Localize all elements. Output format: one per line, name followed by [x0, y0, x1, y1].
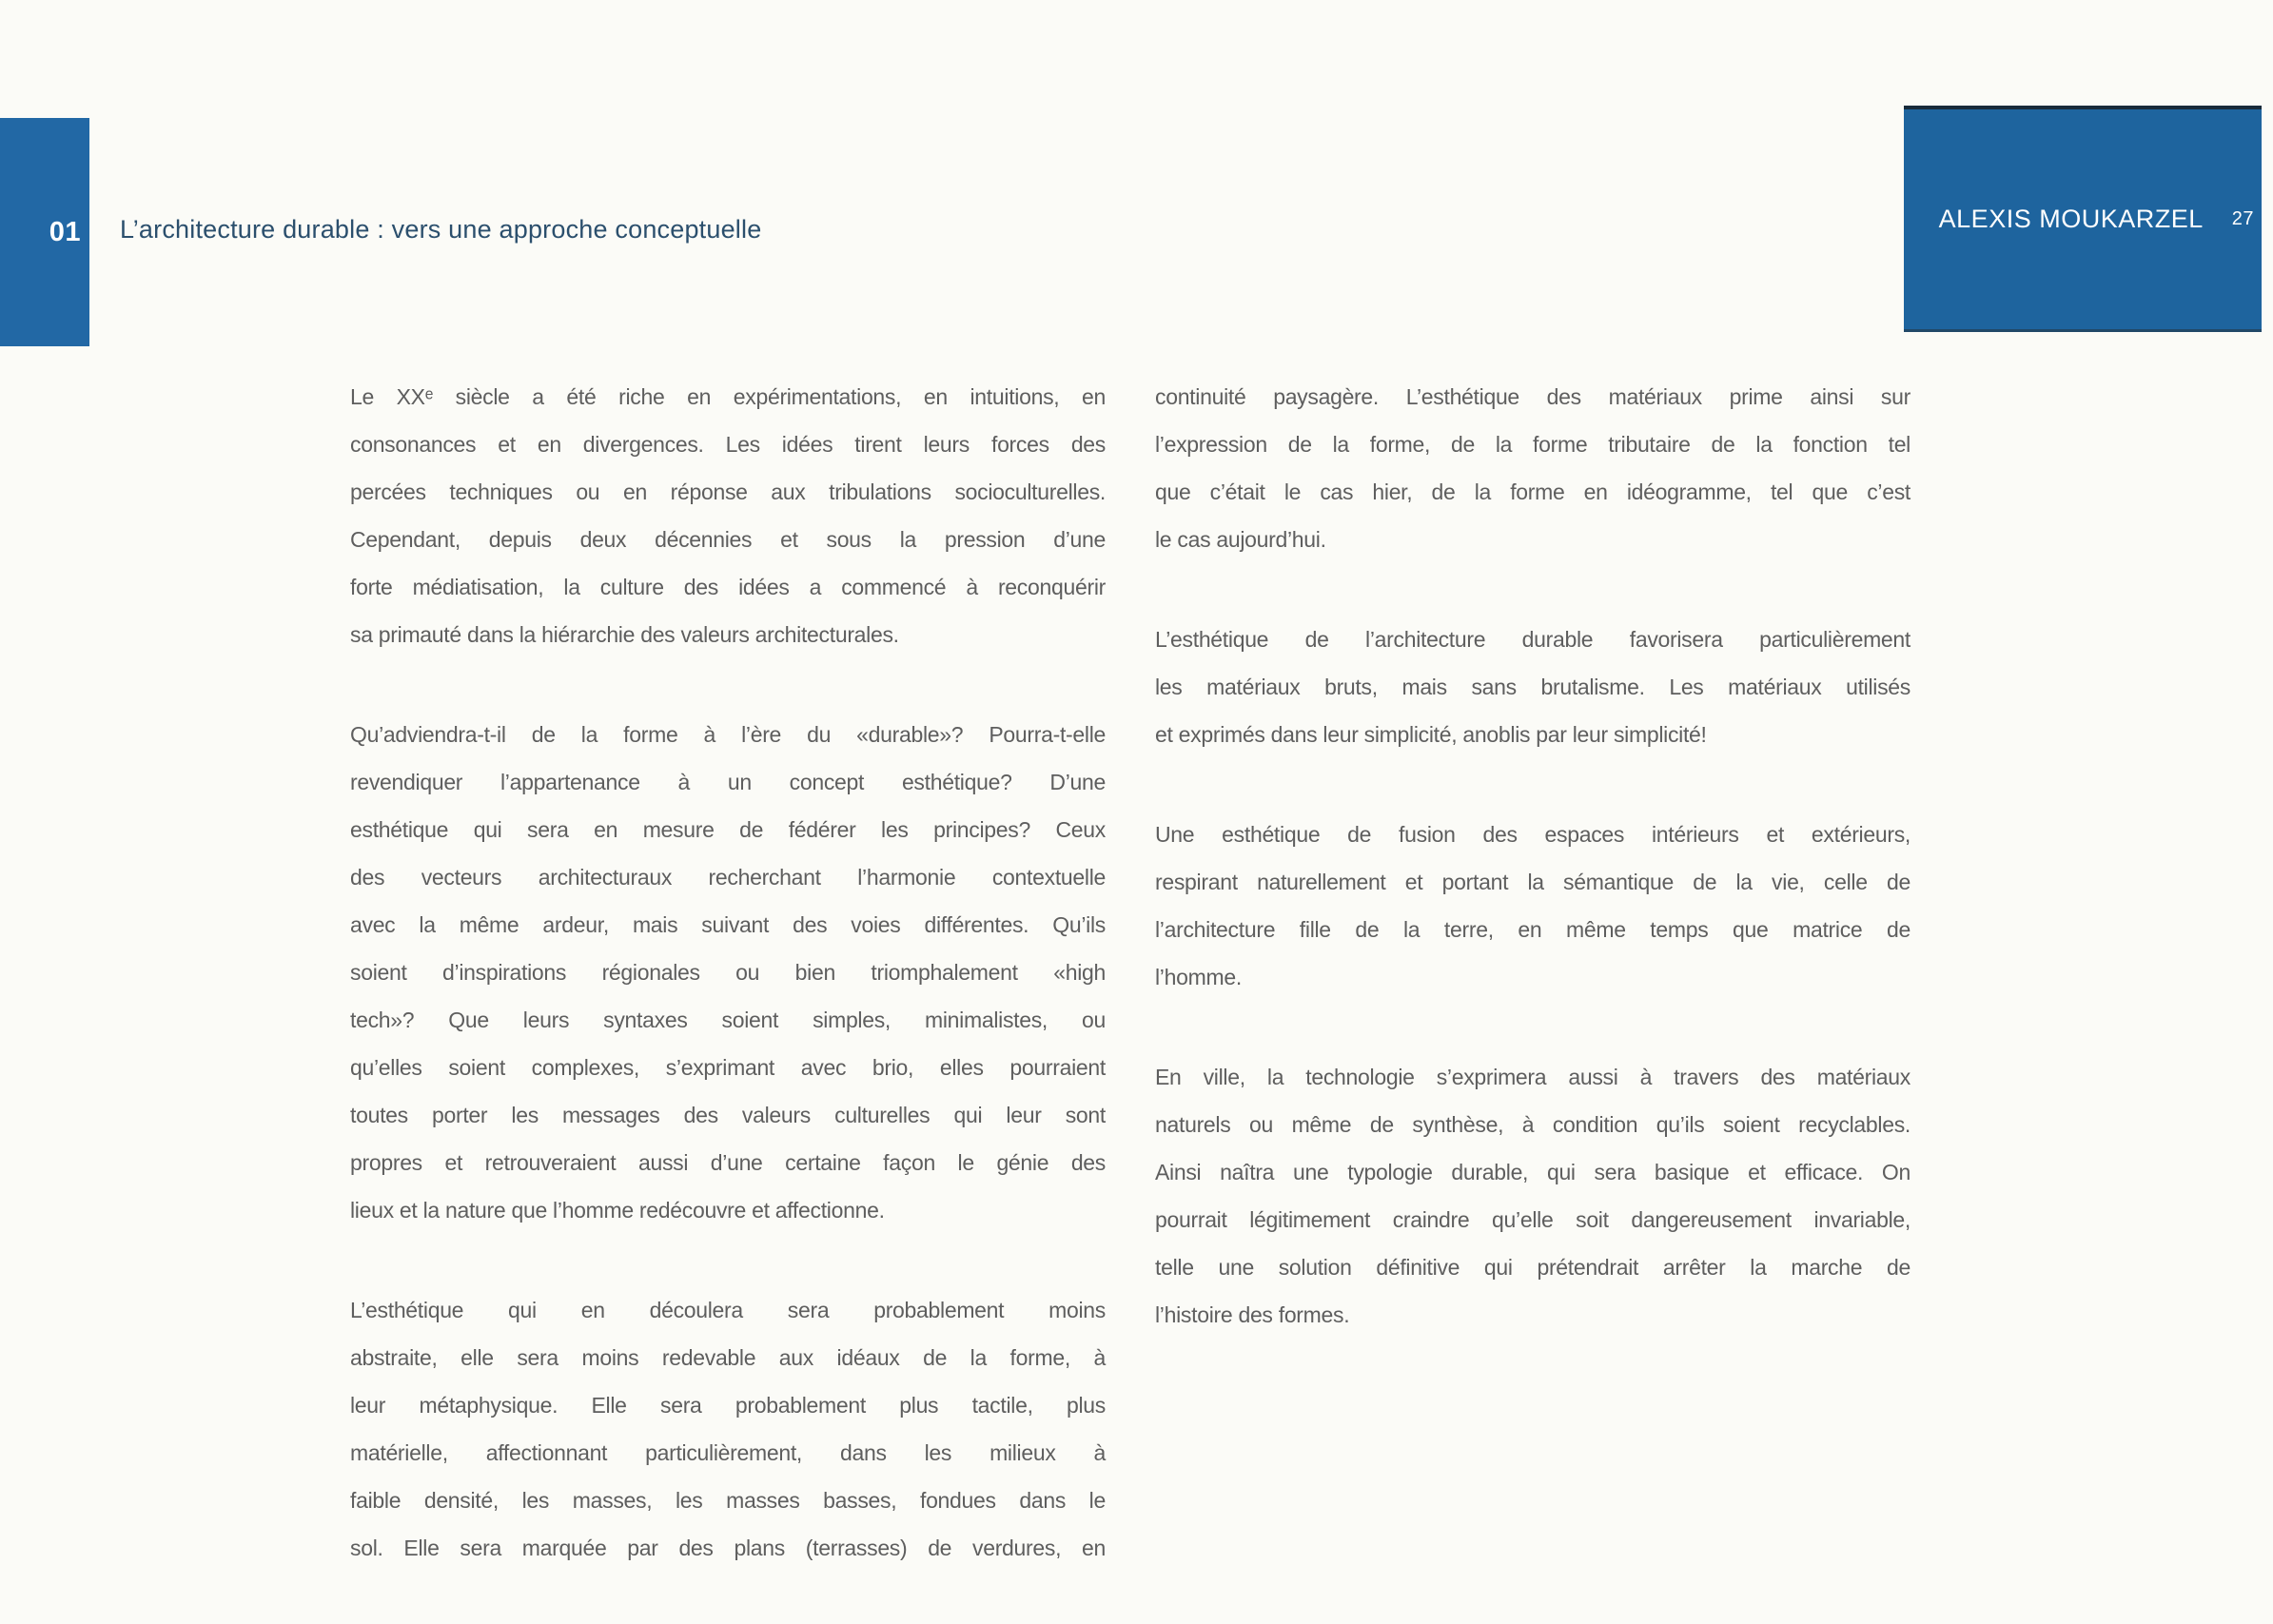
paragraph — [350, 711, 1106, 1234]
text-line: des vecteurs architecturaux recherchant l’harmonie contextuelle — [350, 865, 1106, 890]
text-line: sa primauté dans la hiérarchie des valeurs architecturales. — [350, 622, 899, 647]
text-line: tech»? Que leurs syntaxes soient simples, minimalistes, ou — [350, 1008, 1106, 1032]
paragraph — [1155, 373, 1910, 563]
text-line: le cas aujourd’hui. — [1155, 527, 1326, 552]
text-line: abstraite, elle sera moins redevable aux idéaux de la forme, à — [350, 1345, 1106, 1370]
text-line: que c’était le cas hier, de la forme en idéogramme, tel que c’est — [1155, 479, 1910, 504]
text-line: qu’elles soient complexes, s’exprimant avec brio, elles pourraient — [350, 1055, 1106, 1080]
paragraph — [1155, 616, 1910, 758]
text-line: faible densité, les masses, les masses basses, fondues dans le — [350, 1488, 1106, 1513]
text-line: forte médiatisation, la culture des idées a commencé à reconquérir — [350, 575, 1106, 599]
text-line: et exprimés dans leur simplicité, anoblis par leur simplicité! — [1155, 722, 1707, 747]
text-line: les matériaux bruts, mais sans brutalisme. Les matériaux utilisés — [1155, 675, 1910, 699]
text-line: l’histoire des formes. — [1155, 1302, 1350, 1327]
text-line: Qu’adviendra-t-il de la forme à l’ère du «durable»? Pourra-t-elle — [350, 722, 1106, 747]
text-line: toutes porter les messages des valeurs culturelles qui leur sont — [350, 1103, 1106, 1127]
text-line: Ainsi naîtra une typologie durable, qui sera basique et efficace. On — [1155, 1160, 1910, 1184]
text-line: matérielle, affectionnant particulièrement, dans les milieux à — [350, 1440, 1106, 1465]
chapter-number: 01 — [49, 216, 81, 247]
text-line: avec la même ardeur, mais suivant des voies différentes. Qu’ils — [350, 912, 1106, 937]
text-line: Le XXᵉ siècle a été riche en expérimentations, en intuitions, en — [350, 384, 1106, 409]
left-text-column — [350, 373, 1106, 1624]
text-line: naturels ou même de synthèse, à condition qu’ils soient recyclables. — [1155, 1112, 1910, 1137]
text-line: esthétique qui sera en mesure de fédérer les principes? Ceux — [350, 817, 1106, 842]
paragraph — [350, 373, 1106, 658]
text-line: L’esthétique qui en découlera sera probablement moins — [350, 1298, 1106, 1322]
text-line: continuité paysagère. L’esthétique des matériaux prime ainsi sur — [1155, 384, 1910, 409]
text-line: soient d’inspirations régionales ou bien triomphalement «high — [350, 960, 1106, 985]
right-text-column — [1155, 373, 1910, 1391]
paragraph — [1155, 1053, 1910, 1339]
text-line: l’architecture fille de la terre, en même temps que matrice de — [1155, 917, 1910, 942]
text-line: L’esthétique de l’architecture durable favorisera particulièrement — [1155, 627, 1910, 652]
chapter-title: L’architecture durable : vers une approche conceptuelle — [120, 215, 762, 244]
text-line: En ville, la technologie s’exprimera aussi à travers des matériaux — [1155, 1065, 1910, 1089]
paragraph — [1155, 811, 1910, 1001]
text-line: sol. Elle sera marquée par des plans (terrasses) de verdures, en — [350, 1536, 1106, 1560]
paragraph — [350, 1286, 1106, 1572]
text-line: Une esthétique de fusion des espaces intérieurs et extérieurs, — [1155, 822, 1910, 847]
text-line: pourrait légitimement craindre qu’elle soit dangereusement invariable, — [1155, 1207, 1910, 1232]
text-line: revendiquer l’appartenance à un concept esthétique? D’une — [350, 770, 1106, 794]
page-number: 27 — [2231, 208, 2254, 229]
text-line: leur métaphysique. Elle sera probablement plus tactile, plus — [350, 1393, 1106, 1418]
chapter-band — [0, 118, 89, 346]
text-line: percées techniques ou en réponse aux tribulations socioculturelles. — [350, 479, 1106, 504]
text-line: Cependant, depuis deux décennies et sous la pression d’une — [350, 527, 1106, 552]
text-line: lieux et la nature que l’homme redécouvre et affectionne. — [350, 1198, 885, 1223]
author-name: ALEXIS MOUKARZEL — [1938, 205, 2204, 233]
text-line: l’homme. — [1155, 965, 1242, 989]
text-line: l’expression de la forme, de la forme tributaire de la fonction tel — [1155, 432, 1910, 457]
text-line: telle une solution définitive qui prétendrait arrêter la marche de — [1155, 1255, 1910, 1280]
text-line: propres et retrouveraient aussi d’une certaine façon le génie des — [350, 1150, 1106, 1175]
text-line: respirant naturellement et portant la sémantique de la vie, celle de — [1155, 870, 1910, 894]
text-line: consonances et en divergences. Les idées tirent leurs forces des — [350, 432, 1106, 457]
author-band — [1904, 106, 2262, 332]
